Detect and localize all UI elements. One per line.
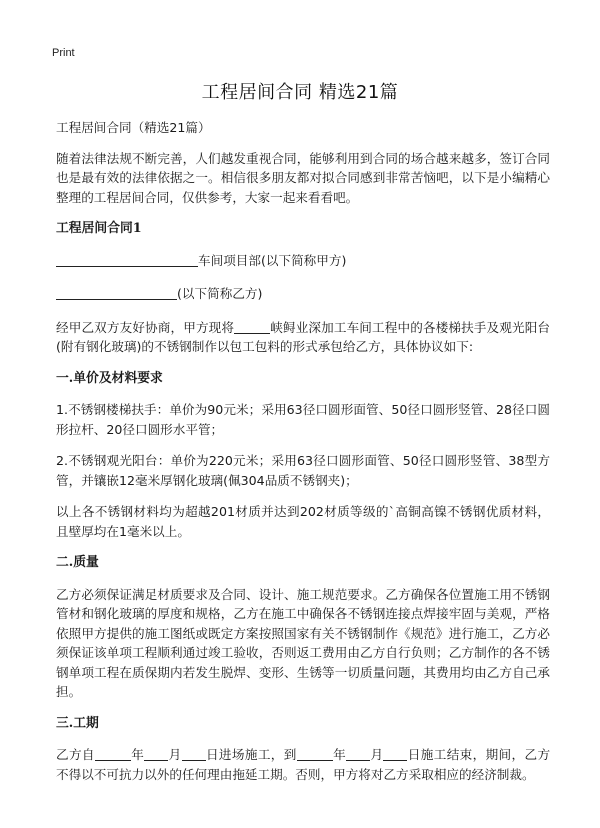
party-b-line [56, 284, 550, 304]
end-day-label: 日施工结束， [407, 747, 486, 762]
print-label: Print [52, 47, 75, 59]
start-month-label: 月 [168, 747, 182, 762]
start-month-blank [144, 747, 168, 761]
agreement-paragraph [56, 318, 550, 357]
project-name-blank [234, 320, 270, 334]
section-1-heading: 一.单价及材料要求 [56, 370, 163, 386]
end-year-blank [297, 747, 333, 761]
party-b-blank [56, 286, 177, 300]
party-a-line [56, 251, 550, 271]
document-body [56, 118, 550, 784]
quality-paragraph: 乙方必须保证满足材质要求及合同、设计、施工规范要求。乙方确保各位置施工用不锈钢管材和钢化玻璃的厚度和规格，乙方在施工中确保各不锈钢连接点焊接牢固与美观，严格依照甲方提供的施工图纸或既定方案按照国家有关不锈钢制作《规范》进行施工，乙方必须保证该单项工程顺利通过竣工验收，否则返工费用由乙方自行负则；乙方制作的各不锈钢单项工程在质保期内若发生脱焊、变形、生锈等一切质量问题，其费用均由乙方自己承担。 [56, 586, 550, 699]
material-note: 以上各不锈钢材料均为超越201材质并达到202材质等级的`高铜高镍不锈钢优质材料，且壁厚均在1毫米以上。 [56, 504, 550, 539]
agreement-text-end: 峡鲟业深加工车间工程中的各楼梯扶手及观光阳台(附有钢化玻璃)的不锈钢制作以包工包料的形式承包给乙方，具体协议如下: [56, 319, 551, 354]
end-year-label: 年 [332, 747, 347, 762]
start-day-blank [182, 747, 206, 761]
party-b-label: (以下简称乙方) [177, 286, 263, 301]
contract-heading: 工程居间合同1 [56, 221, 142, 236]
item-1-stair-railing: 1.不锈钢楼梯扶手：单价为90元米；采用63径口圆形面管、50径口圆形竖管、28径口圆形拉杆、20径口圆形水平管； [56, 402, 550, 437]
agreement-text-start: 经甲乙双方友好协商，甲方现将 [56, 319, 235, 335]
end-month-blank [346, 747, 370, 761]
start-year-blank [95, 747, 131, 761]
end-day-blank [383, 747, 407, 761]
party-a-blank [56, 253, 198, 267]
period-from-label: 乙方自 [56, 747, 95, 762]
end-month-label: 月 [370, 747, 384, 762]
period-tail-text: 期间，乙方不得以不可抗力以外的任何理由拖延工期。否则，甲方将对乙方采取相应的经济制裁。 [56, 747, 551, 782]
start-year-label: 年 [130, 747, 145, 762]
document-title: 工程居间合同 精选21篇 [201, 82, 399, 103]
section-3-heading: 三.工期 [56, 715, 99, 731]
party-a-label: 车间项目部(以下简称甲方) [198, 252, 347, 268]
construction-period-paragraph [56, 745, 550, 784]
section-2-heading: 二.质量 [56, 555, 99, 570]
item-2-balcony: 2.不锈钢观光阳台：单价为220元米；采用63径口圆形面管、50径口圆形竖管、38型方管，并镶嵌12毫米厚钢化玻璃(佩304品质不锈钢夹)； [56, 453, 550, 488]
start-day-label: 日进场施工，到 [205, 747, 297, 762]
intro-paragraph: 随着法律法规不断完善，人们越发重视合同，能够利用到合同的场合越来越多，签订合同也是最有效的法律依据之一。相信很多朋友都对拟合同感到非常苦恼吧，以下是小编精心整理的工程居间合同，仅供参考，大家一起来看看吧。 [56, 150, 550, 205]
document-subtitle: 工程居间合同（精选21篇） [56, 120, 211, 135]
